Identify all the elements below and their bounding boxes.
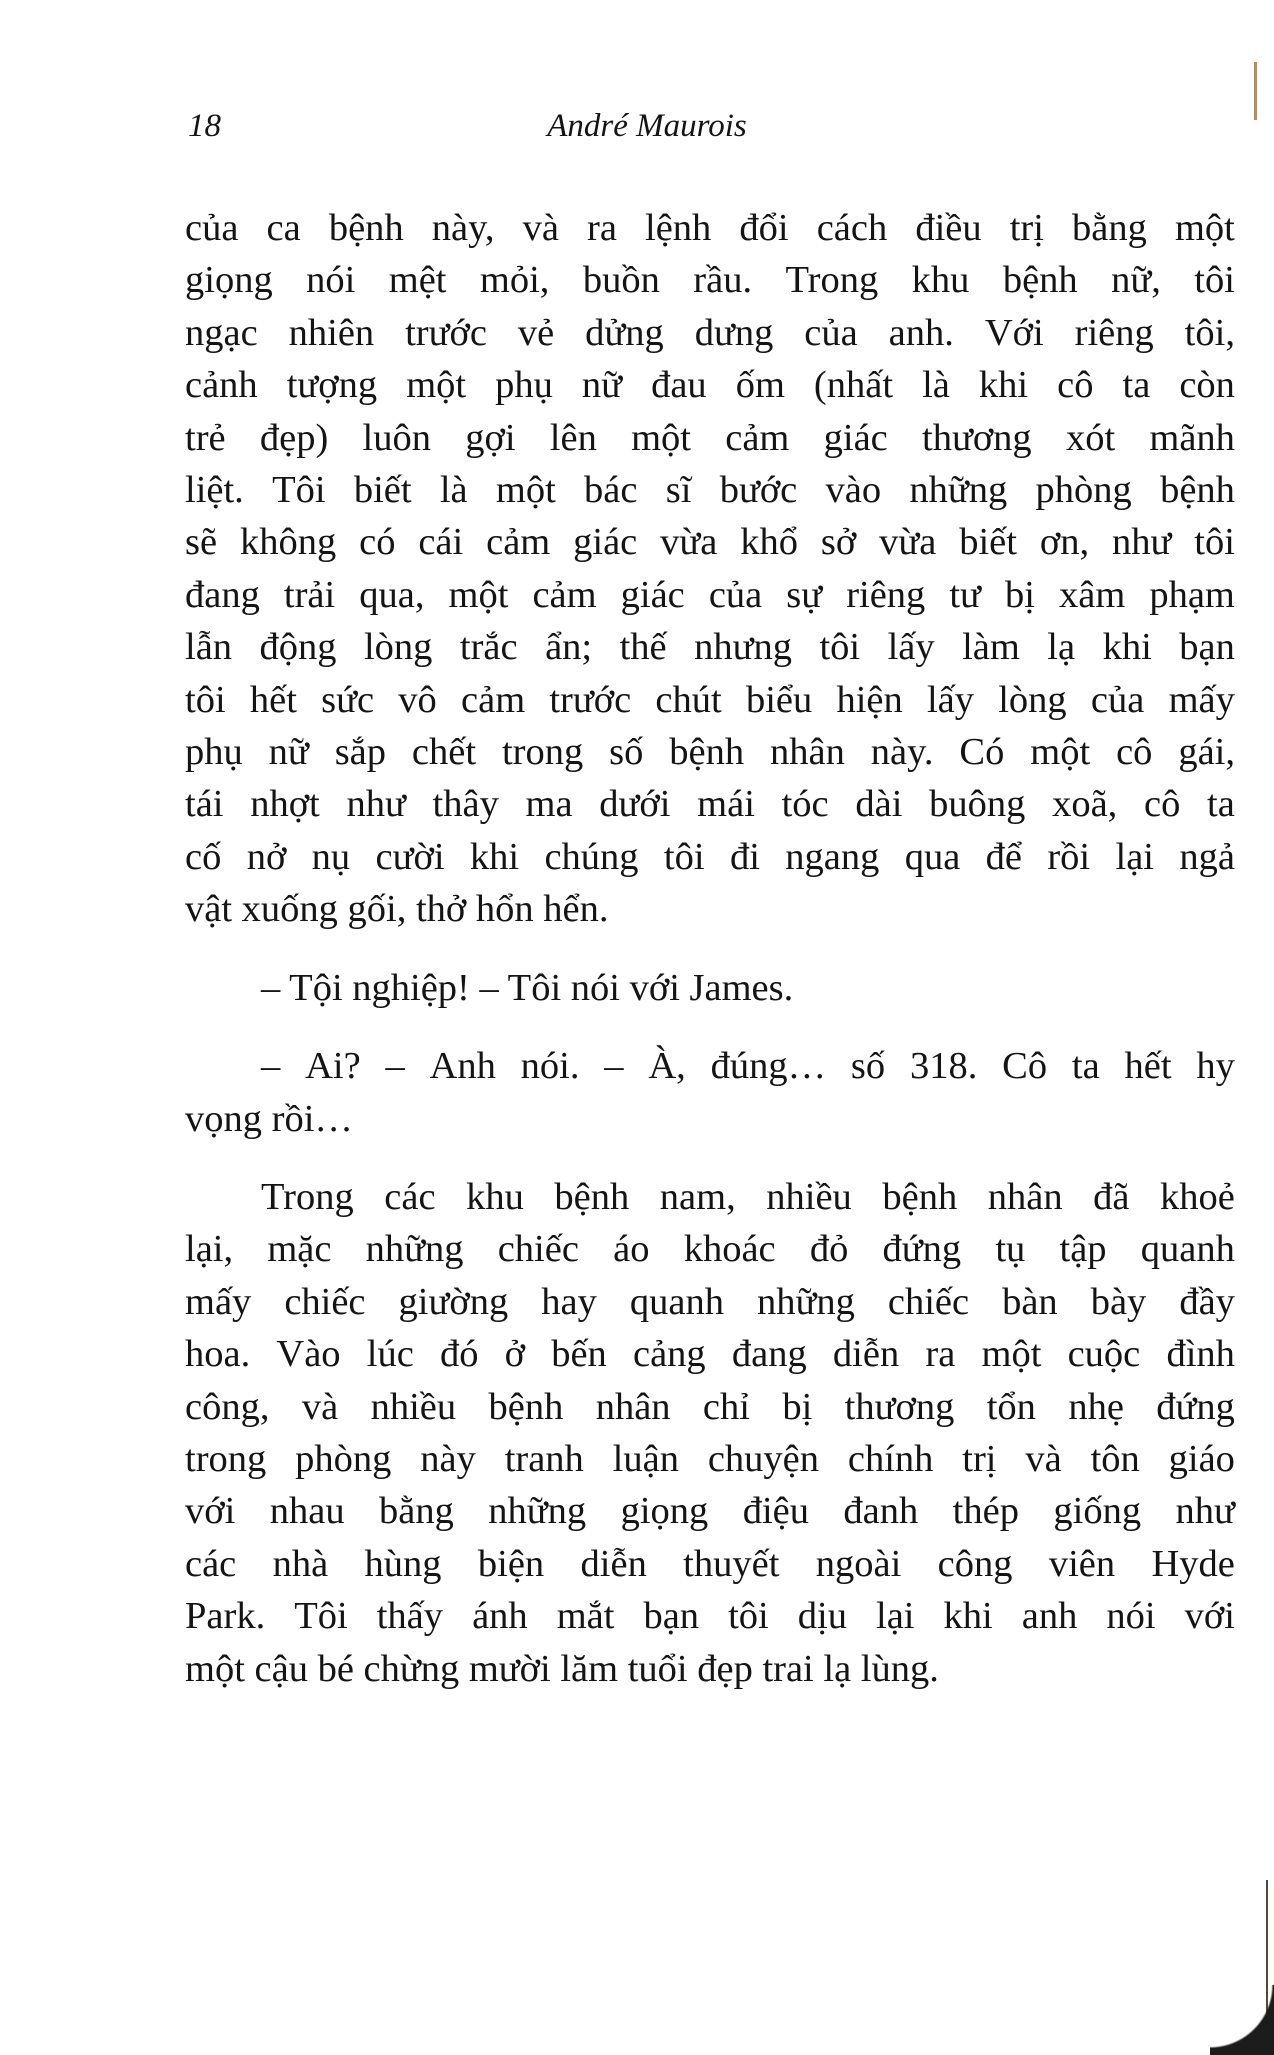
running-head-author: André Maurois: [547, 108, 747, 144]
text-line: mấy chiếc giường hay quanh những chiếc bàn bày đầy: [185, 1280, 1235, 1323]
text-line: Trong các khu bệnh nam, nhiều bệnh nhân đã khoẻ: [261, 1175, 1235, 1218]
text-line: lại, mặc những chiếc áo khoác đỏ đứng tụ tập quanh: [185, 1228, 1235, 1271]
paragraph-4: [185, 1171, 1235, 1695]
text-line: trẻ đẹp) luôn gợi lên một cảm giác thương xót mãnh: [185, 416, 1235, 459]
text-line: lẫn động lòng trắc ẩn; thế nhưng tôi lấy làm lạ khi bạn: [185, 626, 1235, 669]
text-line: phụ nữ sắp chết trong số bệnh nhân này. Có một cô gái,: [185, 731, 1235, 774]
text-line: sẽ không có cái cảm giác vừa khổ sở vừa biết ơn, như tôi: [185, 521, 1235, 564]
text-line: vật xuống gối, thở hổn hển.: [185, 888, 609, 931]
text-line: hoa. Vào lúc đó ở bến cảng đang diễn ra một cuộc đình: [185, 1333, 1235, 1376]
text-line: giọng nói mệt mỏi, buồn rầu. Trong khu bệnh nữ, tôi: [185, 259, 1235, 302]
text-line: cố nở nụ cười khi chúng tôi đi ngang qua để rồi lại ngả: [185, 835, 1235, 878]
body-text: [185, 202, 1235, 1695]
text-line: với nhau bằng những giọng điệu đanh thép giống như: [185, 1490, 1235, 1533]
text-line: đang trải qua, một cảm giác của sự riêng tư bị xâm phạm: [185, 573, 1235, 616]
paragraph-3: [185, 1040, 1235, 1145]
text-line: tôi hết sức vô cảm trước chút biểu hiện lấy lòng của mấy: [185, 678, 1235, 721]
text-line: Park. Tôi thấy ánh mắt bạn tôi dịu lại khi anh nói với: [185, 1595, 1235, 1638]
text-line: công, và nhiều bệnh nhân chỉ bị thương tổn nhẹ đứng: [185, 1385, 1235, 1428]
text-line: của ca bệnh này, và ra lệnh đổi cách điều trị bằng một: [185, 207, 1235, 249]
text-line: vọng rồi…: [185, 1097, 353, 1140]
dialogue-line: – Ai? – Anh nói. – À, đúng… số 318. Cô ta hết hy: [261, 1045, 1235, 1088]
text-line: một cậu bé chừng mười lăm tuổi đẹp trai lạ lùng.: [185, 1647, 939, 1690]
text-line: ngạc nhiên trước vẻ dửng dưng của anh. Với riêng tôi,: [185, 311, 1235, 354]
text-line: tái nhợt như thây ma dưới mái tóc dài buông xoã, cô ta: [185, 783, 1235, 826]
text-line: liệt. Tôi biết là một bác sĩ bước vào những phòng bệnh: [185, 469, 1235, 512]
dialogue-line: – Tội nghiệp! – Tôi nói với James.: [261, 966, 794, 1009]
paragraph-2: [185, 962, 1235, 1014]
paragraph-1: [185, 202, 1235, 936]
running-head: [0, 108, 1274, 148]
text-line: các nhà hùng biện diễn thuyết ngoài công viên Hyde: [185, 1542, 1235, 1585]
text-line: cảnh tượng một phụ nữ đau ốm (nhất là khi cô ta còn: [185, 364, 1235, 407]
page-number: 18: [188, 108, 221, 144]
text-line: trong phòng này tranh luận chuyện chính trị và tôn giáo: [185, 1437, 1235, 1480]
page-corner-shadow: [1210, 1985, 1274, 2055]
